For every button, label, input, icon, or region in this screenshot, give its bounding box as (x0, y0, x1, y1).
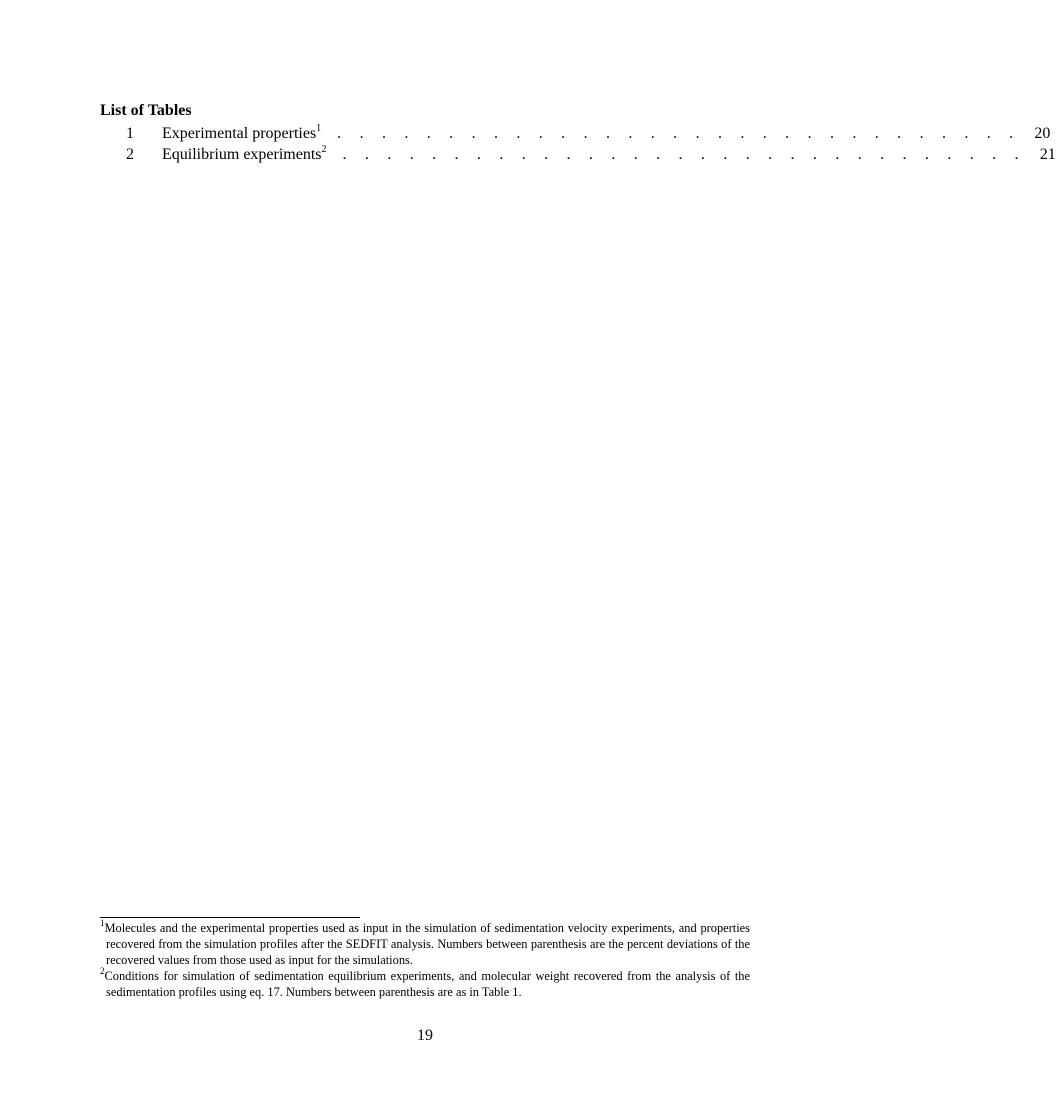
footnote-mark[interactable]: 1 (316, 122, 322, 134)
list-of-tables-entry[interactable] (100, 122, 1051, 144)
footnote-2 (100, 965, 750, 1000)
table-title-text: Experimental properties (162, 125, 317, 142)
footnote-1 (100, 917, 750, 968)
footnote-rule (100, 917, 360, 918)
table-title[interactable] (162, 145, 327, 165)
list-of-tables-entry[interactable] (100, 143, 1056, 165)
dot-leader: . . . . . . . . . . . . . . . . . . . . . . . . . . . . . . . (342, 146, 1026, 163)
table-number: 1 (126, 125, 134, 142)
footnote-text: Molecules and the experimental properties used as input in the simulation of sedimentation velocity experiments, and properties recovered from the simulation profiles after the SEDFIT analysis. Numbers between parenthesis are the percent deviations of the recovered values from those used as input for the simulations. (104, 921, 750, 967)
list-of-tables-heading: List of Tables (100, 102, 192, 119)
table-title-text: Equilibrium experiments (162, 146, 322, 163)
table-page-number[interactable]: 20 (1034, 125, 1051, 142)
dot-leader: . . . . . . . . . . . . . . . . . . . . . . . . . . . . . . . (337, 125, 1021, 142)
footnotes (100, 917, 750, 1000)
footnote-text: Conditions for simulation of sedimentation equilibrium experiments, and molecular weight recovered from the analysis of the sedimentation profiles using eq. 17. Numbers between parenthesis are as in Table 1. (104, 969, 750, 999)
table-title[interactable] (162, 124, 321, 144)
page-number: 19 (417, 1027, 433, 1044)
footnote-mark: 1 (100, 917, 105, 928)
table-page-number[interactable]: 21 (1039, 146, 1056, 163)
footnote-mark: 2 (100, 965, 105, 976)
footnote-mark[interactable]: 2 (321, 143, 327, 155)
table-number: 2 (126, 146, 134, 163)
